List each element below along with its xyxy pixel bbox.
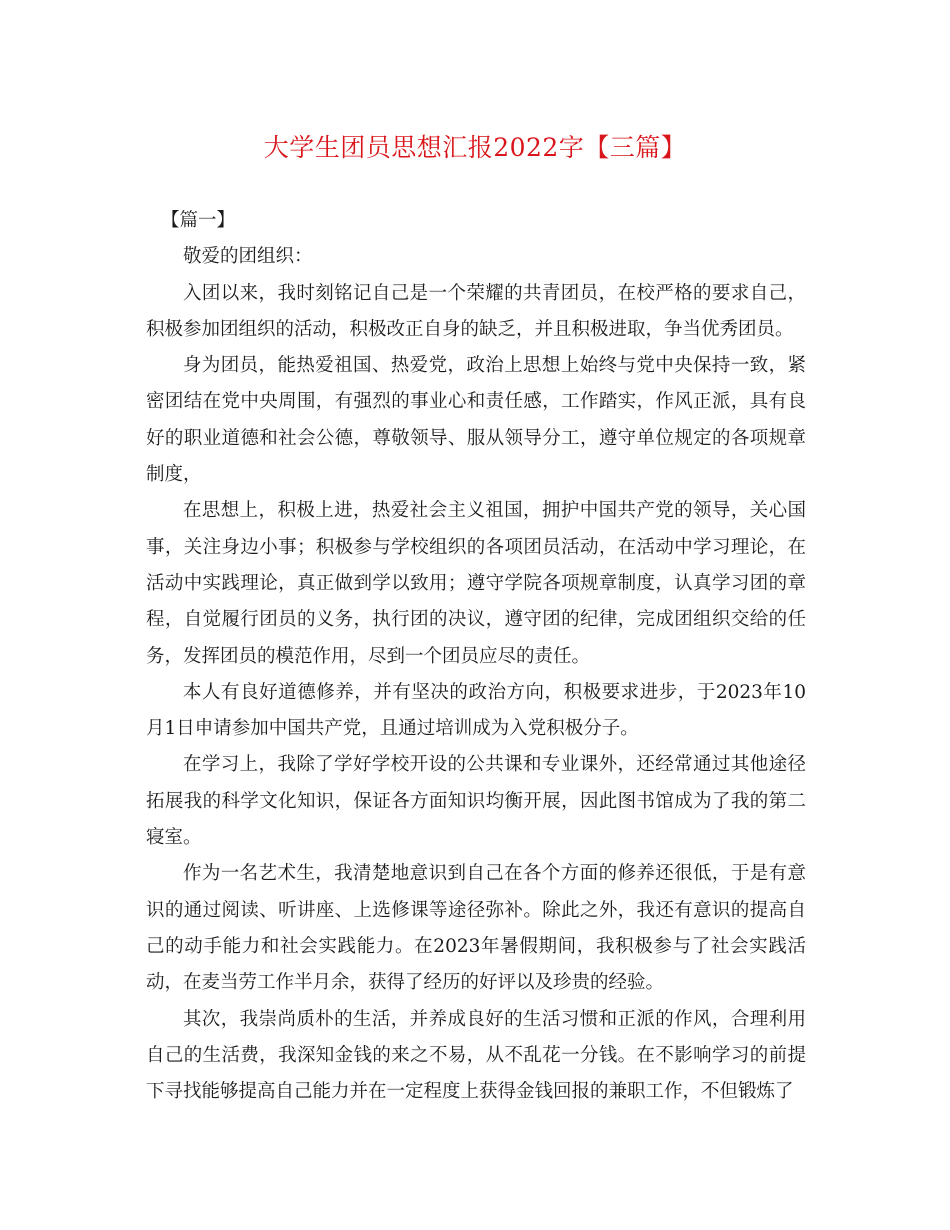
paragraph: 身为团员，能热爱祖国、热爱党，政治上思想上始终与党中央保持一致，紧密团结在党中央周围，有强烈的事业心和责任感，工作踏实，作风正派，具有良好的职业道德和社会公德，尊敬领导、服从领导分工，遵守单位规定的各项规章制度， — [146, 355, 806, 486]
paragraph: 本人有良好道德修养，并有坚决的政治方向，积极要求进步，于2023年10月1日申请参加中国共产党，且通过培训成为入党积极分子。 — [146, 681, 806, 740]
paragraph: 在思想上，积极上进，热爱社会主义祖国，拥护中国共产党的领导，关心国事，关注身边小事；积极参与学校组织的各项团员活动，在活动中学习理论，在活动中实践理论，真正做到学以致用；遵守学院各项规章制度，认真学习团的章程，自觉履行团员的义务，执行团的决议，遵守团的纪律，完成团组织交给的任务，发挥团员的模范作用，尽到一个团员应尽的责任。 — [146, 500, 806, 667]
document-body — [146, 203, 806, 1110]
section-label: 【篇一】 — [161, 210, 236, 231]
salutation: 敬爱的团组织： — [183, 246, 313, 268]
paragraph: 在学习上，我除了学好学校开设的公共课和专业课外，还经常通过其他途径拓展我的科学文化知识，保证各方面知识均衡开展，因此图书馆成为了我的第二寝室。 — [146, 754, 806, 849]
paragraph: 入团以来，我时刻铭记自己是一个荣耀的共青团员，在校严格的要求自己，积极参加团组织的活动，积极改正自身的缺乏，并且积极进取，争当优秀团员。 — [146, 282, 806, 340]
document-title: 大学生团员思想汇报2022字【三篇】 — [263, 133, 687, 162]
paragraph: 作为一名艺术生，我清楚地意识到自己在各个方面的修养还很低，于是有意识的通过阅读、听讲座、上选修课等途径弥补。除此之外，我还有意识的提高自己的动手能力和社会实践能力。在2023年暑假期间，我积极参与了社会实践活动，在麦当劳工作半月余，获得了经历的好评以及珍贵的经验。 — [146, 863, 806, 994]
paragraph: 其次，我崇尚质朴的生活，并养成良好的生活习惯和正派的作风，合理利用自己的生活费，我深知金钱的来之不易，从不乱花一分钱。在不影响学习的前提下寻找能够提高自己能力并在一定程度上获得金钱回报的兼职工作，不但锻炼了 — [146, 1008, 806, 1103]
